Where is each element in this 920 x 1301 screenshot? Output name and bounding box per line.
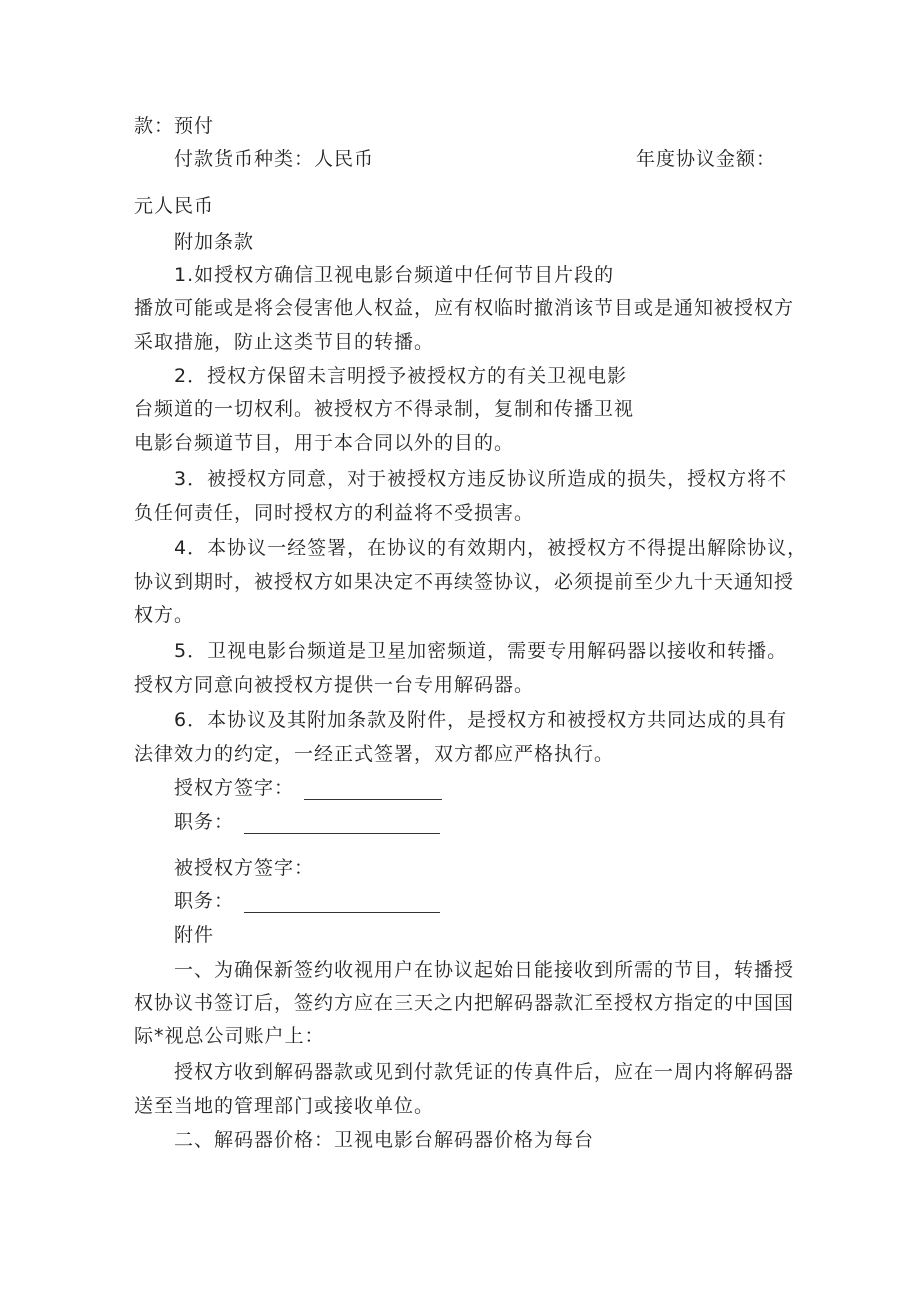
licensee-title-row (174, 889, 440, 913)
term-3-line-2: 负任何责任，同时授权方的利益将不受损害。 (134, 502, 535, 524)
term-4-line-2: 协议到期时，被授权方如果决定不再续签协议，必须提前至少九十天通知授 (134, 571, 795, 593)
licensor-title-field[interactable] (244, 813, 440, 834)
annual-amount-label: 年度协议金额： (636, 148, 777, 170)
term-6-line-1: 6．本协议及其附加条款及附件，是授权方和被授权方共同达成的具有 (174, 709, 788, 731)
licensor-title-label: 职务： (174, 811, 235, 833)
term-5-line-1: 5．卫视电影台频道是卫星加密频道，需要专用解码器以接收和转播。 (174, 640, 788, 662)
annex-heading: 附件 (174, 924, 215, 946)
licensee-title-field[interactable] (244, 892, 440, 913)
term-4-line-1: 4．本协议一经签署，在协议的有效期内，被授权方不得提出解除协议， (174, 537, 808, 559)
term-2-line-2: 台频道的一切权利。被授权方不得录制，复制和传播卫视 (134, 398, 635, 420)
currency-line: 付款货币种类：人民币 (174, 148, 375, 170)
licensee-title-label: 职务： (174, 890, 235, 912)
annex-1-line-2: 权协议书签订后，签约方应在三天之内把解码器款汇至授权方指定的中国国 (134, 992, 795, 1014)
term-1-line-2: 播放可能或是将会侵害他人权益，应有权临时撤消该节目或是通知被授权方 (134, 297, 795, 319)
annex-1b-line-1: 授权方收到解码器款或见到付款凭证的传真件后，应在一周内将解码器 (174, 1061, 795, 1083)
currency-unit-line: 元人民币 (134, 195, 215, 217)
payment-term-line: 款：预付 (134, 115, 215, 137)
term-1-line-1: 1.如授权方确信卫视电影台频道中任何节目片段的 (174, 264, 615, 286)
annex-2-line-1: 二、解码器价格：卫视电影台解码器价格为每台 (174, 1129, 595, 1151)
additional-terms-heading: 附加条款 (174, 231, 255, 253)
term-3-line-1: 3．被授权方同意，对于被授权方违反协议所造成的损失，授权方将不 (174, 468, 788, 490)
annex-1b-line-2: 送至当地的管理部门或接收单位。 (134, 1095, 435, 1117)
annex-1-line-3: 际*视总公司账户上： (134, 1025, 325, 1047)
term-1-line-3: 采取措施，防止这类节目的转播。 (134, 331, 435, 353)
licensor-signature-field[interactable] (304, 779, 442, 800)
licensor-title-row (174, 810, 440, 834)
term-2-line-3: 电影台频道节目，用于本合同以外的目的。 (134, 432, 515, 454)
licensor-signature-label: 授权方签字： (174, 777, 295, 799)
term-6-line-2: 法律效力的约定，一经正式签署，双方都应严格执行。 (134, 743, 615, 765)
annex-1-line-1: 一、为确保新签约收视用户在协议起始日能接收到所需的节目，转播授 (174, 959, 795, 981)
licensee-signature-label: 被授权方签字： (174, 857, 315, 879)
licensor-signature-row (174, 776, 442, 800)
term-4-line-3: 权方。 (134, 604, 195, 626)
term-2-line-1: 2．授权方保留未言明授予被授权方的有关卫视电影 (174, 365, 628, 387)
term-5-line-2: 授权方同意向被授权方提供一台专用解码器。 (134, 674, 535, 696)
